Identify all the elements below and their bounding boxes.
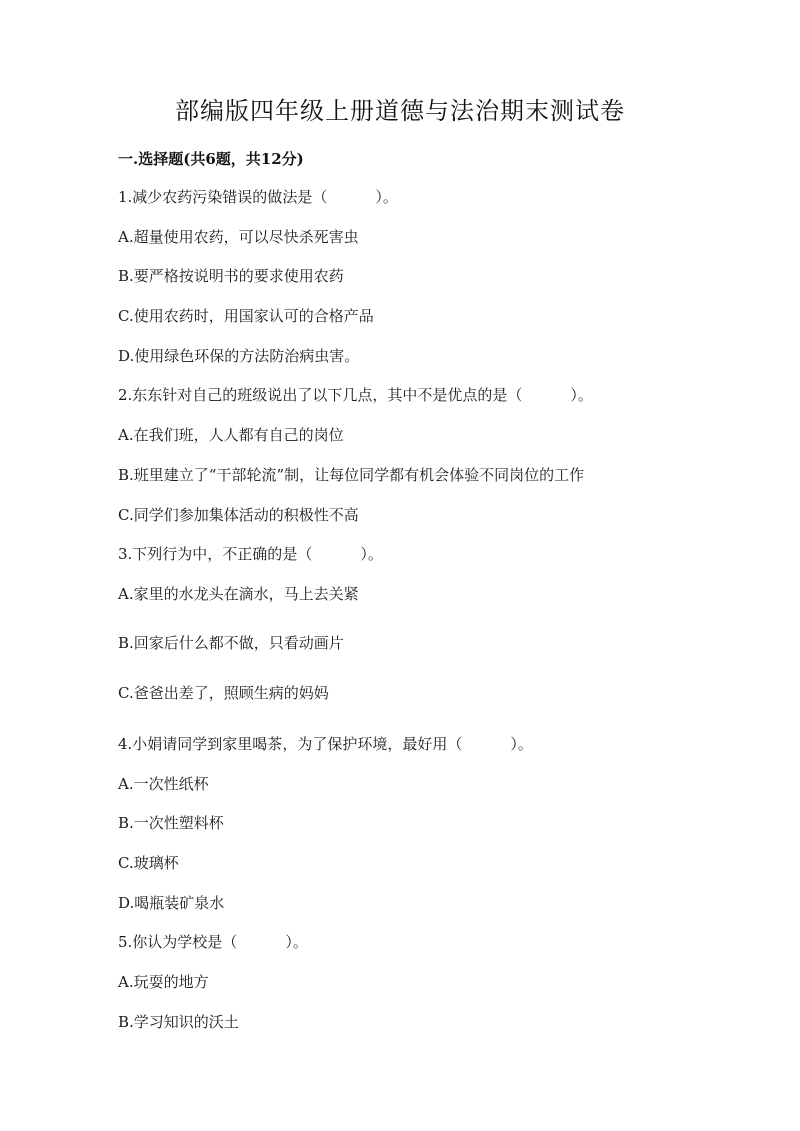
option-item: A.超量使用农药，可以尽快杀死害虫 — [118, 228, 359, 246]
question-stem — [118, 931, 308, 953]
option-item: A.一次性纸杯 — [118, 775, 209, 793]
option-item: C.玻璃杯 — [118, 854, 179, 872]
question-stem-text: 3.下列行为中，不正确的是（ — [118, 545, 313, 563]
question-stem — [118, 543, 383, 565]
option-item: B.一次性塑料杯 — [118, 814, 224, 832]
option-item: C.同学们参加集体活动的积极性不高 — [118, 506, 359, 524]
option-item: D.使用绿色环保的方法防治病虫害。 — [118, 347, 360, 365]
question-stem-text: 4.小娟请同学到家里喝茶，为了保护环境，最好用（ — [118, 735, 463, 753]
question-stem-end: ）。 — [285, 933, 308, 951]
question-stem-end: ）。 — [375, 188, 398, 206]
option-item: A.家里的水龙头在滴水，马上去关紧 — [118, 585, 359, 603]
option-item: B.班里建立了“干部轮流”制，让每位同学都有机会体验不同岗位的工作 — [118, 466, 585, 484]
option-item: A.在我们班，人人都有自己的岗位 — [118, 426, 344, 444]
option-item: D.喝瓶装矿泉水 — [118, 894, 225, 912]
question-stem-end: ）。 — [570, 386, 593, 404]
option-item: C.爸爸出差了，照顾生病的妈妈 — [118, 684, 329, 702]
option-item: B.学习知识的沃土 — [118, 1013, 239, 1031]
question-stem-end: ）。 — [510, 735, 533, 753]
option-item: B.要严格按说明书的要求使用农药 — [118, 267, 344, 285]
section-heading: 一.选择题(共6题，共12分) — [118, 150, 304, 168]
question-stem — [118, 733, 533, 755]
question-stem — [118, 384, 593, 406]
page-title: 部编版四年级上册道德与法治期末测试卷 — [175, 97, 625, 125]
question-stem — [118, 186, 398, 208]
question-stem-text: 5.你认为学校是（ — [118, 933, 238, 951]
question-stem-text: 2.东东针对自己的班级说出了以下几点，其中不是优点的是（ — [118, 386, 523, 404]
option-item: B.回家后什么都不做，只看动画片 — [118, 634, 344, 652]
option-item: A.玩耍的地方 — [118, 973, 209, 991]
question-stem-end: ）。 — [360, 545, 383, 563]
question-stem-text: 1.减少农药污染错误的做法是（ — [118, 188, 328, 206]
option-item: C.使用农药时，用国家认可的合格产品 — [118, 307, 374, 325]
